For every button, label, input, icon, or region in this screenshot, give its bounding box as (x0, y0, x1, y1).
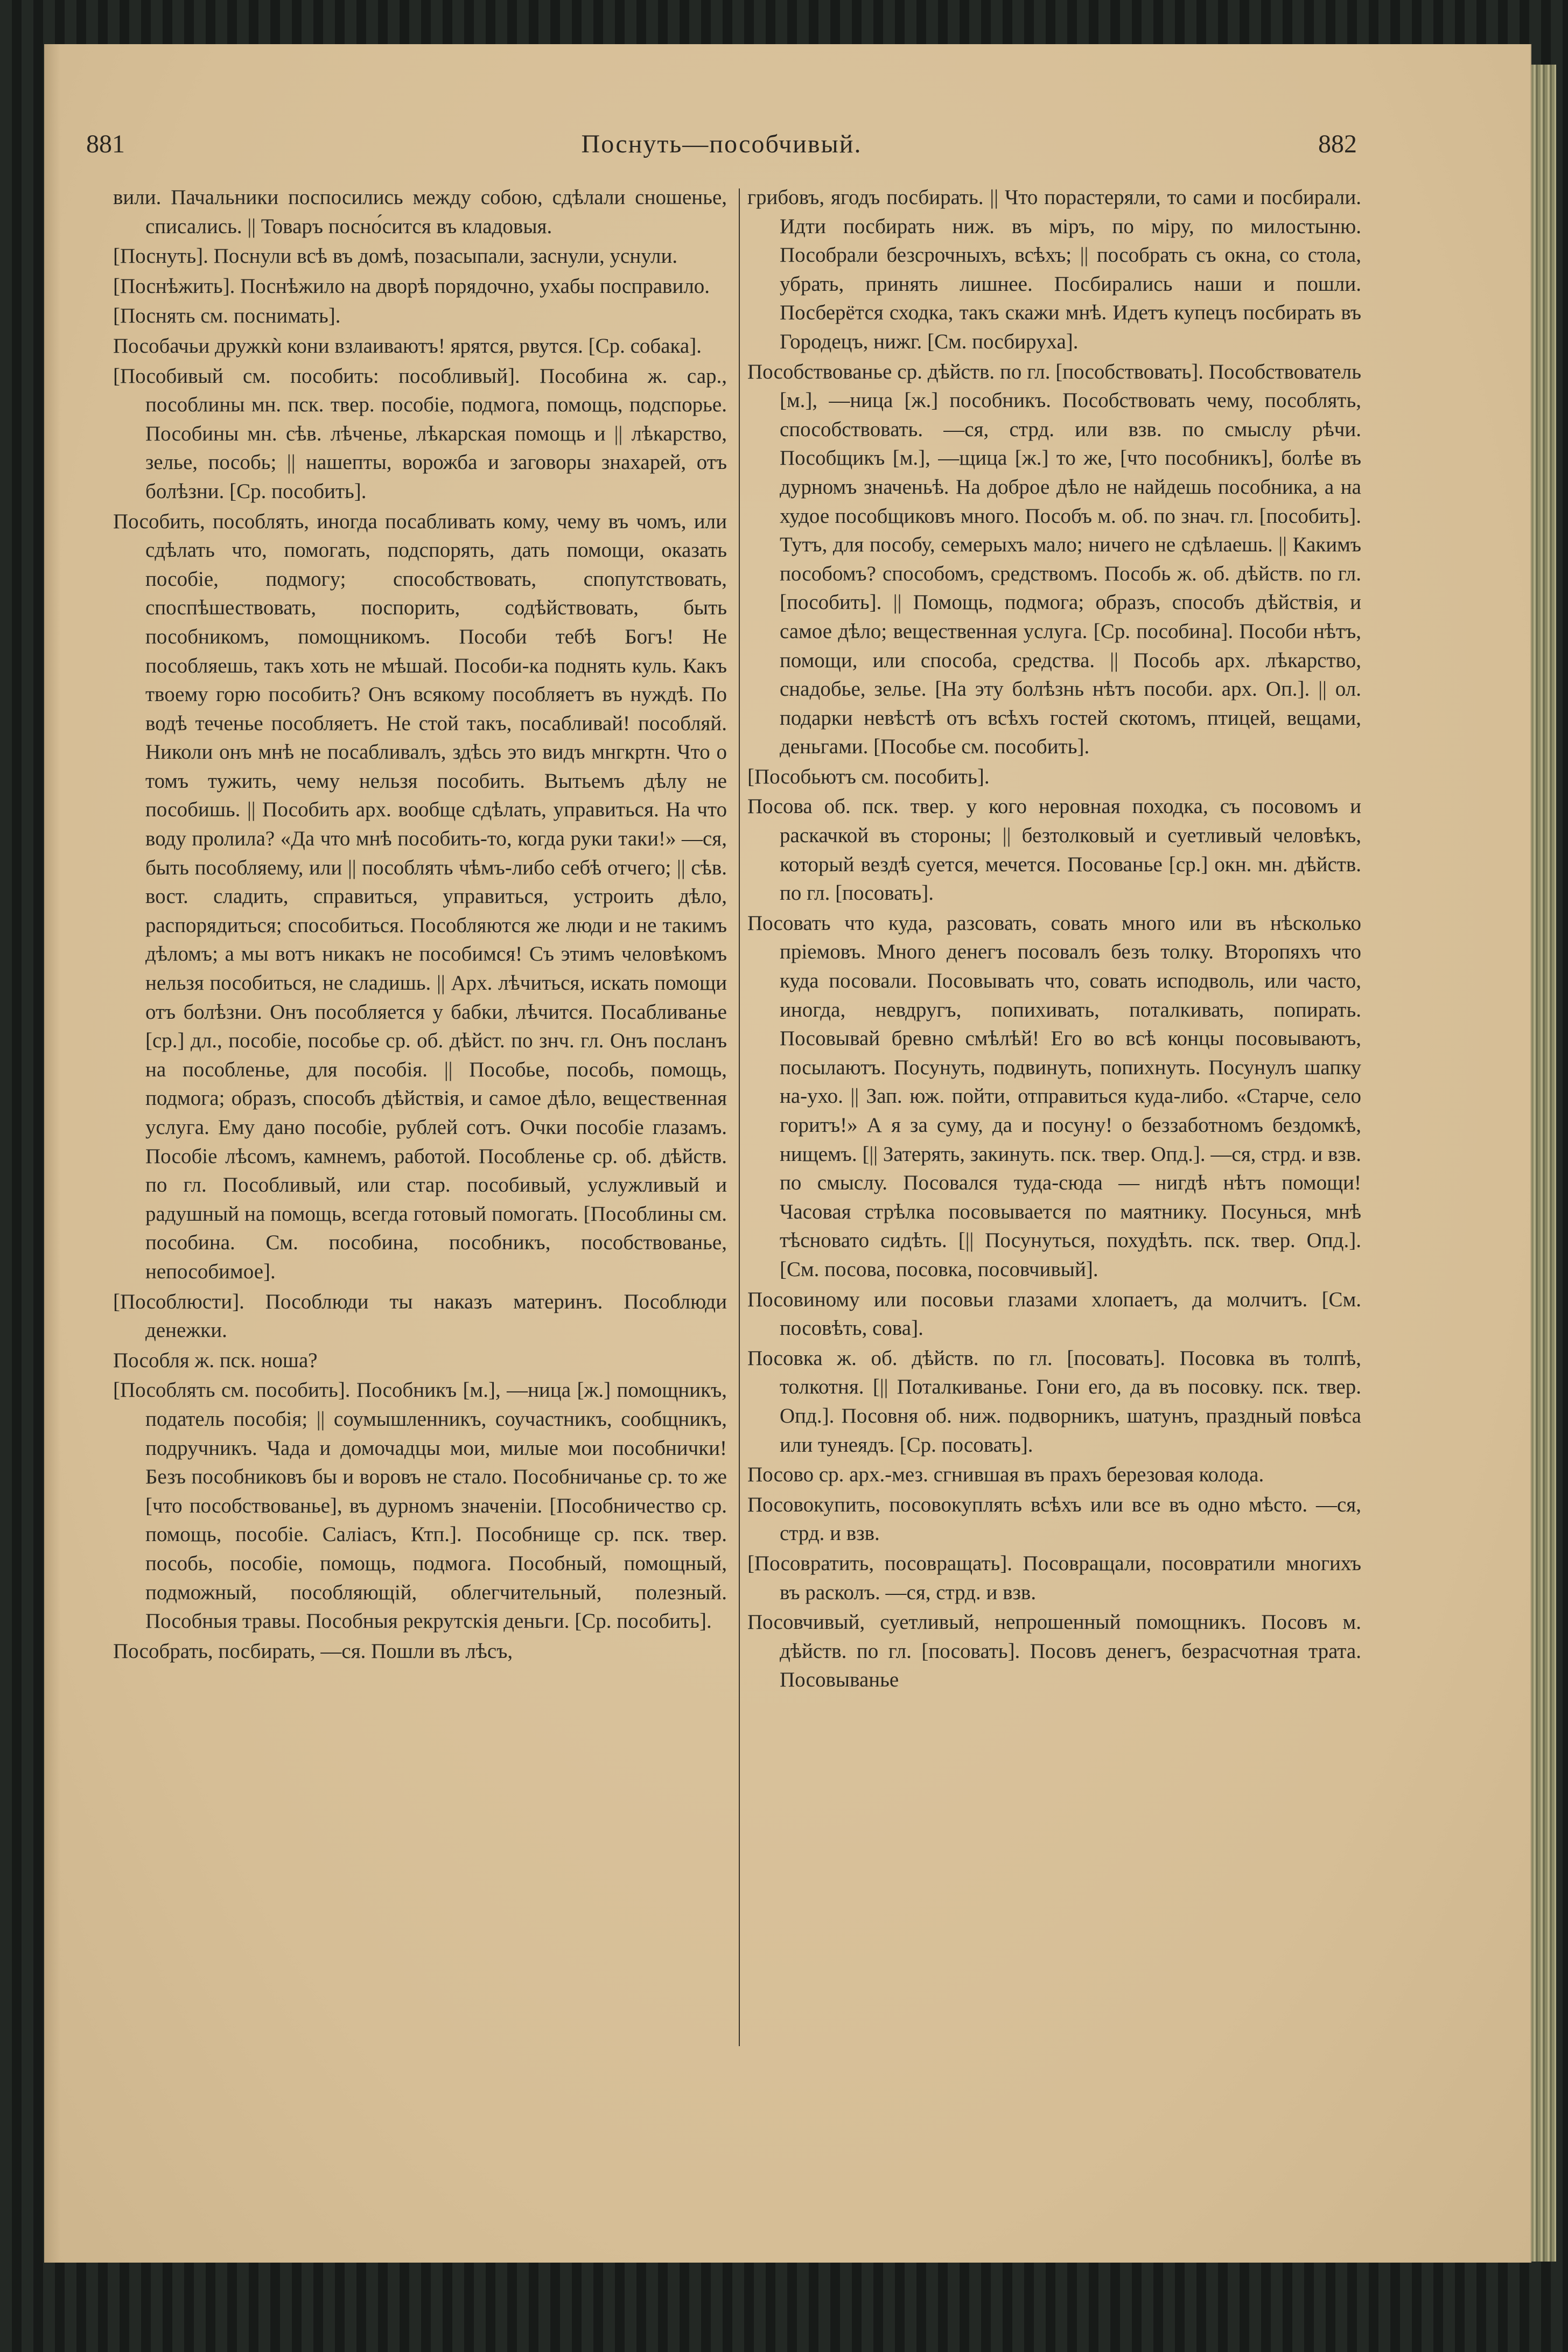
dictionary-entry: Посова об. пск. твер. у кого неровная походка, съ посовомъ и раскачкой въ стороны; || безтолковый и суетливый человѣкъ, который вездѣ суется, мечется. Посованье [ср.] окн. мн. дѣйств. по гл. [посовать]. (747, 795, 1361, 905)
dictionary-entry: [Пособлять см. пособить]. Пособникъ [м.], —ница [ж.] помощникъ, податель пособія; || соумышленникъ, соучастникъ, сообщникъ, подручникъ. Чада и домочадцы мои, милые мои пособнички! Безъ пособниковъ бы и воровъ не стало. Пособничанье ср. то же [что пособствованье], въ дурномъ значеніи. [Пособничество ср. помощь, пособіе. Саліасъ, Ктп.]. Пособнище ср. пск. твер. пособь, пособіе, помощь, подмога. Пособный, помощный, подможный, пособляющій, облегчительный, полезный. Пособныя травы. Пособныя рекрутскія деньги. [Ср. пособить]. (113, 1378, 727, 1633)
dictionary-entry: Посовка ж. об. дѣйств. по гл. [посовать]. Посовка въ толпѣ, толкотня. [|| Поталкиванье. Гони его, да въ посовку. пск. твер. Опд.]. Посовня об. ниж. подворникъ, шатунъ, праздный повѣса или тунеядъ. [Ср. посовать]. (747, 1346, 1361, 1457)
dictionary-entry: [Пособьютъ см. пособить]. (747, 765, 990, 788)
running-header (86, 129, 1357, 167)
gutter-shadow (44, 44, 60, 2263)
dictionary-entry: [Поснуть]. Поснули всѣ въ домѣ, позасыпали, заснули, уснули. (113, 244, 678, 268)
dictionary-entry: Пособрать, посбирать, —ся. Пошли въ лѣсъ, (113, 1639, 513, 1663)
dictionary-entry: [Пособивый см. пособить: пособливый]. Пособина ж. сар., пособлины мн. пск. твер. пособіе, подмога, помощь, подспорье. Пособины мн. сѣв. лѣченье, лѣкарская помощь и || лѣкарство, зелье, пособь; || нашепты, ворожба и заговоры знахарей, отъ болѣзни. [Ср. пособить]. (113, 364, 727, 503)
dictionary-entry: Пособля ж. пск. ноша? (113, 1348, 318, 1372)
dictionary-entry: [Посовратить, посовращать]. Посовращали, посовратили многихъ въ расколъ. —ся, стрд. и взв. (747, 1551, 1361, 1604)
dictionary-entry: Посовокупить, посовокуплять всѣхъ или все въ одно мѣсто. —ся, стрд. и взв. (747, 1493, 1361, 1545)
right-column (747, 183, 1361, 1696)
dictionary-entry: Посовать что куда, разсовать, совать много или въ нѣсколько пріемовъ. Много денегъ посовалъ безъ толку. Второпяхъ что куда посовали. Посовывать что, совать исподволь, или часто, иногда, невдругъ, попихивать, поталкивать, попирать. Посовывай бревно смѣлѣй! Его во всѣ концы посовываютъ, посылаютъ. Посунуть, подвинуть, попихнуть. Посунулъ шапку на-ухо. || Зап. юж. пойти, отправиться куда-либо. «Старче, село горитъ!» А я за суму, да и посуну! о беззаботномъ бездомкѣ, нищемъ. [|| Затерять, закинуть. пск. твер. Опд.]. —ся, стрд. и взв. по смыслу. Посовался туда-сюда — нигдѣ нѣтъ помощи! Часовая стрѣлка посовывается по маятнику. Посунься, мнѣ тѣсновато сидѣть. [|| Посунуться, похудѣть. пск. твер. Опд.]. [См. посова, посовка, посовчивый]. (747, 911, 1361, 1281)
dictionary-entry: Посово ср. арх.-мез. сгнившая въ прахъ березовая колода. (747, 1463, 1264, 1487)
dictionary-entry: Посовиному или посовьи глазами хлопаетъ, да молчитъ. [См. посовѣть, сова]. (747, 1287, 1361, 1340)
dictionary-entry: грибовъ, ягодъ посбирать. || Что порастеряли, то сами и посбирали. Идти посбирать ниж. въ міръ, по міру, по милостыню. Пособрали безсрочныхъ, всѣхъ; || пособрать съ окна, со стола, убрать, принять лишнее. Посбирались наши и пошли. Посберётся сходка, такъ скажи мнѣ. Идетъ купецъ посбирать въ Городецъ, нижг. [См. посбируха]. (747, 186, 1361, 353)
page-number-right: 882 (1318, 130, 1357, 158)
dictionary-entry: вили. Пачальники поспосились между собою, сдѣлали сношенье, списались. || Товаръ посно́сится въ кладовыя. (113, 186, 727, 238)
page-number-left: 881 (86, 130, 125, 158)
left-column (113, 183, 727, 1667)
dictionary-entry: [Поснять см. поснимать]. (113, 304, 341, 328)
dictionary-entry: [Пособлюсти]. Пособлюди ты наказъ материнъ. Пособлюди денежки. (113, 1290, 727, 1342)
dictionary-entry: Пособить, пособлять, иногда посабливать кому, чему въ чомъ, или сдѣлать что, помогать, подспорять, дать помощи, оказать пособіе, подмогу; способствовать, спопутствовать, споспѣшествовать, поспорить, содѣйствовать, быть пособникомъ, помощникомъ. Пособи тебѣ Богъ! Не пособляешь, такъ хоть не мѣшай. Пособи-ка поднять куль. Какъ твоему горю пособить? Онъ всякому пособляетъ въ нуждѣ. По водѣ теченье пособляетъ. Не стой такъ, посабливай! пособляй. Николи онъ мнѣ не посабливалъ, здѣсь это видъ мнгкртн. Что о томъ тужить, чему нельзя пособить. Вытьемъ дѣлу не пособишь. || Пособить арх. вообще сдѣлать, управиться. На что воду пролила? «Да что мнѣ пособить-то, когда руки таки!» —ся, быть пособляему, или || пособлять чѣмъ-либо себѣ отчего; || сѣв. вост. сладить, справиться, управиться, устроить дѣло, распорядиться; способиться. Пособляются же люди и не такимъ дѣломъ; а мы вотъ никакъ не пособимся! Съ этимъ человѣкомъ нельзя пособиться, не сладишь. || Арх. лѣчиться, искать помощи отъ болѣзни. Онъ пособляется у бабки, лѣчится. Посабливанье [ср.] дл., пособіе, пособье ср. об. дѣйст. по знч. гл. Онъ посланъ на пособленье, для пособія. || Пособье, пособь, помощь, подмога; образъ, способъ дѣйствія, и самое дѣло, вещественная услуга. Ему дано пособіе, рублей сотъ. Очки пособіе глазамъ. Пособіе лѣсомъ, камнемъ, работой. Пособленье ср. об. дѣйств. по гл. Пособливый, или стар. пособивый, услужливый и радушный на помощь, всегда готовый помогать. [Пособлины см. пособина. См. пособина, пособникъ, пособствованье, непособимое]. (113, 509, 727, 1283)
column-divider (739, 188, 740, 2046)
running-title: Поснуть—пособчивый. (581, 130, 862, 158)
dictionary-entry: Пособствованье ср. дѣйств. по гл. [пособствовать]. Пособствователь [м.], —ница [ж.] пособникъ. Пособствовать чему, пособлять, способствовать. —ся, стрд. или взв. по смыслу рѣчи. Пособщикъ [м.], —щица [ж.] то же, [что пособникъ], болѣе въ дурномъ значеньѣ. На доброе дѣло не найдешь пособника, а на худое пособщиковъ много. Пособъ м. об. по знач. гл. [пособить]. Тутъ, для пособу, семерыхъ мало; ничего не сдѣлаешь. || Какимъ пособомъ? способомъ, средствомъ. Пособь ж. об. дѣйств. по гл. [пособить]. || Помощь, подмога; образъ, способъ дѣйствія, и самое дѣло; вещественная услуга. [Ср. пособина]. Пособи нѣтъ, помощи, или способа, средства. || Пособь арх. лѣкарство, снадобье, зелье. [На эту болѣзнь нѣтъ пособи. арх. Оп.]. || ол. подарки невѣстѣ отъ всѣхъ гостей скотомъ, птицей, вещами, деньгами. [Пособье см. пособить]. (747, 360, 1361, 759)
dictionary-entry: Посовчивый, суетливый, непрошенный помощникъ. Посовъ м. дѣйств. по гл. [посовать]. Посовъ денегъ, безрасчотная трата. Посовыванье (747, 1611, 1361, 1692)
dictionary-entry: Пособачьи дружкѝ кони взлаиваютъ! ярятся, рвутся. [Ср. собака]. (113, 334, 702, 358)
dictionary-entry: [Поснѣжить]. Поснѣжило на дворѣ порядочно, ухабы посправило. (113, 274, 710, 298)
